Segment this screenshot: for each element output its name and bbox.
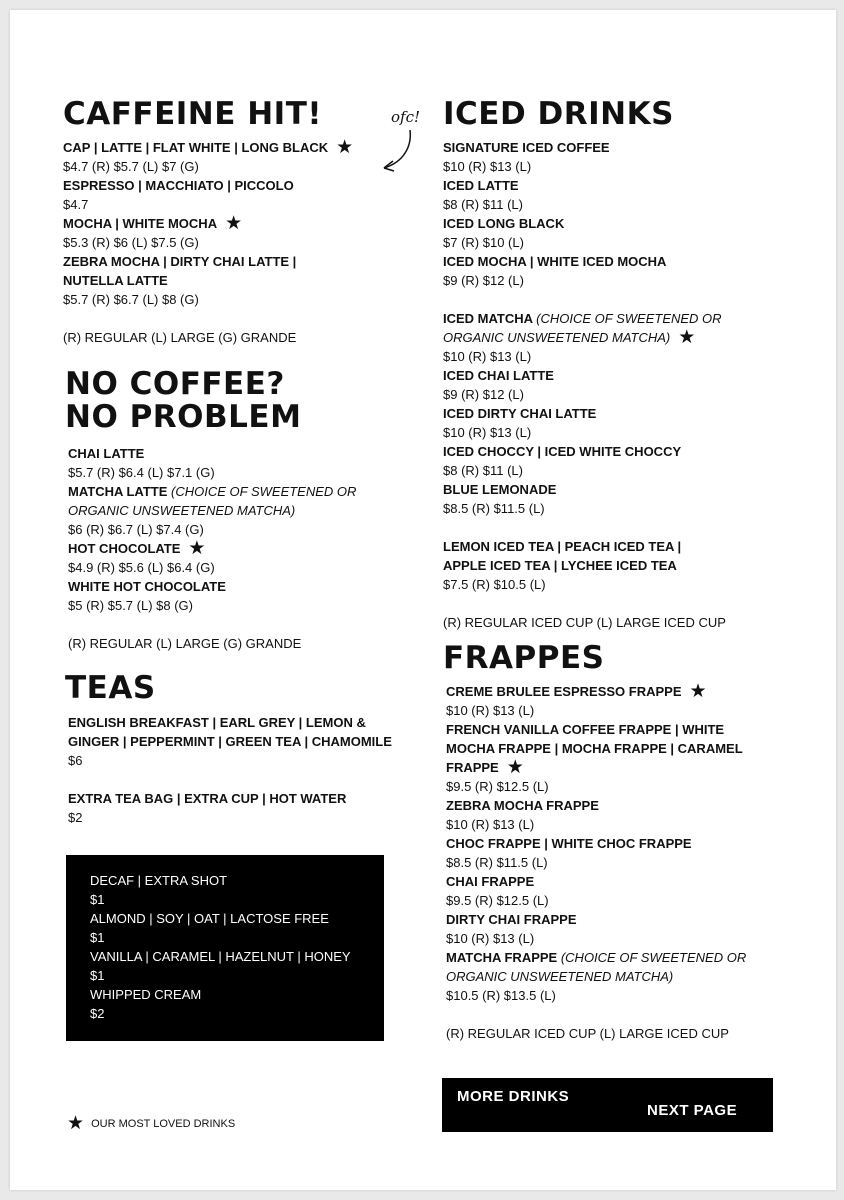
legend bbox=[67, 1112, 235, 1135]
menu-item-note: ORGANIC UNSWEETENED MATCHA) bbox=[446, 969, 674, 984]
menu-item-name: MATCHA FRAPPE bbox=[446, 950, 558, 965]
frappes-items bbox=[446, 682, 746, 1043]
menu-item-name: ICED LONG BLACK bbox=[443, 216, 565, 231]
legend-text: OUR MOST LOVED DRINKS bbox=[91, 1118, 236, 1130]
menu-item-price: $5.7 (R) $6.7 (L) $8 (G) bbox=[63, 292, 199, 307]
menu-item-price: $8.5 (R) $11.5 (L) bbox=[446, 855, 548, 870]
more-drinks-banner[interactable] bbox=[442, 1078, 773, 1132]
menu-item-price: $10 (R) $13 (L) bbox=[443, 349, 532, 364]
star-icon: ★ bbox=[336, 137, 354, 158]
menu-item-name: CHAI FRAPPE bbox=[446, 874, 535, 889]
teas-section bbox=[65, 672, 156, 705]
menu-item-note: ORGANIC UNSWEETENED MATCHA) bbox=[443, 330, 671, 345]
menu-item-name: DIRTY CHAI FRAPPE bbox=[446, 912, 577, 927]
extras-box bbox=[66, 855, 384, 1041]
menu-item-name: ICED CHOCCY | ICED WHITE CHOCCY bbox=[443, 444, 682, 459]
star-icon: ★ bbox=[678, 327, 696, 348]
menu-item-name: ICED LATTE bbox=[443, 178, 519, 193]
menu-item-price: $8 (R) $11 (L) bbox=[443, 197, 523, 212]
menu-item-name: FRENCH VANILLA COFFEE FRAPPE | WHITE bbox=[446, 722, 725, 737]
extra-price: $1 bbox=[90, 930, 105, 945]
menu-item-name: FRAPPE bbox=[446, 760, 499, 775]
more-drinks-label: MORE DRINKS bbox=[457, 1088, 570, 1105]
teas-title: TEAS bbox=[65, 670, 156, 706]
menu-item-name: CHAI LATTE bbox=[68, 446, 145, 461]
star-icon: ★ bbox=[506, 757, 524, 778]
iced-title: ICED DRINKS bbox=[443, 96, 674, 132]
menu-item-price: $7.5 (R) $10.5 (L) bbox=[443, 577, 546, 592]
teas-items bbox=[68, 713, 392, 827]
menu-item-name: CREME BRULEE ESPRESSO FRAPPE bbox=[446, 684, 682, 699]
menu-item-name: ICED DIRTY CHAI LATTE bbox=[443, 406, 597, 421]
menu-item-price: $9.5 (R) $12.5 (L) bbox=[446, 779, 549, 794]
menu-item-price: $6 bbox=[68, 753, 83, 768]
menu-item-name: ZEBRA MOCHA FRAPPE bbox=[446, 798, 599, 813]
star-icon: ★ bbox=[67, 1113, 85, 1134]
menu-item-name: GINGER | PEPPERMINT | GREEN TEA | CHAMOMILE bbox=[68, 734, 392, 749]
extra-price: $1 bbox=[90, 892, 105, 907]
extra-name: ALMOND | SOY | OAT | LACTOSE FREE bbox=[90, 911, 329, 926]
menu-item-name: HOT CHOCOLATE bbox=[68, 541, 181, 556]
menu-item-name: LEMON ICED TEA | PEACH ICED TEA | bbox=[443, 539, 682, 554]
caffeine-items bbox=[63, 138, 353, 347]
extra-name: DECAF | EXTRA SHOT bbox=[90, 873, 228, 888]
ofc-annotation: ofc! bbox=[391, 108, 421, 126]
menu-item-price: $9.5 (R) $12.5 (L) bbox=[446, 893, 549, 908]
menu-item-note: (CHOICE OF SWEETENED OR bbox=[171, 484, 357, 499]
menu-item-price: $4.7 (R) $5.7 (L) $7 (G) bbox=[63, 159, 199, 174]
frappes-section bbox=[443, 642, 604, 675]
menu-page bbox=[10, 10, 836, 1190]
menu-item-name: ENGLISH BREAKFAST | EARL GREY | LEMON & bbox=[68, 715, 366, 730]
menu-item-price: $10 (R) $13 (L) bbox=[443, 159, 532, 174]
menu-item-price: $4.9 (R) $5.6 (L) $6.4 (G) bbox=[68, 560, 215, 575]
extra-price: $1 bbox=[90, 968, 105, 983]
extra-price: $2 bbox=[90, 1006, 105, 1021]
menu-item-price: $10 (R) $13 (L) bbox=[446, 817, 535, 832]
menu-item-name: ICED CHAI LATTE bbox=[443, 368, 554, 383]
menu-item-name: APPLE ICED TEA | LYCHEE ICED TEA bbox=[443, 558, 677, 573]
caffeine-title: CAFFEINE HIT! bbox=[63, 96, 322, 132]
menu-item-name: ESPRESSO | MACCHIATO | PICCOLO bbox=[63, 178, 294, 193]
menu-item-price: $8 (R) $11 (L) bbox=[443, 463, 523, 478]
menu-item-price: $2 bbox=[68, 810, 83, 825]
menu-item-price: $9 (R) $12 (L) bbox=[443, 273, 524, 288]
size-footnote: (R) REGULAR (L) LARGE (G) GRANDE bbox=[68, 636, 302, 651]
menu-item-name: MOCHA FRAPPE | MOCHA FRAPPE | CARAMEL bbox=[446, 741, 743, 756]
menu-item-name: ICED MATCHA bbox=[443, 311, 533, 326]
next-page-label: NEXT PAGE bbox=[647, 1102, 738, 1119]
menu-item-price: $7 (R) $10 (L) bbox=[443, 235, 524, 250]
caffeine-section bbox=[63, 98, 322, 131]
menu-item-name: CAP | LATTE | FLAT WHITE | LONG BLACK bbox=[63, 140, 329, 155]
menu-item-name: BLUE LEMONADE bbox=[443, 482, 557, 497]
menu-item-price: $5.7 (R) $6.4 (L) $7.1 (G) bbox=[68, 465, 215, 480]
menu-item-name: MOCHA | WHITE MOCHA bbox=[63, 216, 218, 231]
nocoffee-items bbox=[68, 444, 356, 653]
menu-item-price: $10 (R) $13 (L) bbox=[446, 703, 535, 718]
star-icon: ★ bbox=[689, 681, 707, 702]
menu-item-price: $9 (R) $12 (L) bbox=[443, 387, 524, 402]
star-icon: ★ bbox=[188, 538, 206, 559]
nocoffee-section bbox=[65, 368, 301, 434]
menu-item-name: CHOC FRAPPE | WHITE CHOC FRAPPE bbox=[446, 836, 692, 851]
nocoffee-title-line1: NO COFFEE? bbox=[65, 366, 285, 402]
menu-item-name: ICED MOCHA | WHITE ICED MOCHA bbox=[443, 254, 667, 269]
size-footnote: (R) REGULAR ICED CUP (L) LARGE ICED CUP bbox=[446, 1026, 729, 1041]
menu-item-note: (CHOICE OF SWEETENED OR bbox=[560, 950, 747, 965]
size-footnote: (R) REGULAR (L) LARGE (G) GRANDE bbox=[63, 330, 297, 345]
iced-items bbox=[443, 138, 726, 632]
menu-item-price: $8.5 (R) $11.5 (L) bbox=[443, 501, 545, 516]
menu-item-price: $10.5 (R) $13.5 (L) bbox=[446, 988, 556, 1003]
extra-name: WHIPPED CREAM bbox=[90, 987, 202, 1002]
menu-item-price: $5.3 (R) $6 (L) $7.5 (G) bbox=[63, 235, 199, 250]
star-icon: ★ bbox=[225, 213, 243, 234]
curved-arrow-icon bbox=[380, 128, 420, 176]
menu-item-price: $4.7 bbox=[63, 197, 89, 212]
menu-item-name: MATCHA LATTE bbox=[68, 484, 168, 499]
frappes-title: FRAPPES bbox=[443, 640, 605, 676]
menu-item-name: WHITE HOT CHOCOLATE bbox=[68, 579, 226, 594]
extra-name: VANILLA | CARAMEL | HAZELNUT | HONEY bbox=[90, 949, 351, 964]
menu-item-price: $10 (R) $13 (L) bbox=[446, 931, 535, 946]
menu-item-price: $10 (R) $13 (L) bbox=[443, 425, 532, 440]
menu-item-name: ZEBRA MOCHA | DIRTY CHAI LATTE | bbox=[63, 254, 297, 269]
size-footnote: (R) REGULAR ICED CUP (L) LARGE ICED CUP bbox=[443, 615, 726, 630]
menu-item-price: $6 (R) $6.7 (L) $7.4 (G) bbox=[68, 522, 204, 537]
menu-item-name: EXTRA TEA BAG | EXTRA CUP | HOT WATER bbox=[68, 791, 347, 806]
menu-item-note: ORGANIC UNSWEETENED MATCHA) bbox=[68, 503, 296, 518]
menu-item-note: (CHOICE OF SWEETENED OR bbox=[536, 311, 722, 326]
nocoffee-title-line2: NO PROBLEM bbox=[65, 399, 302, 435]
menu-item-name: NUTELLA LATTE bbox=[63, 273, 168, 288]
iced-section bbox=[443, 98, 674, 131]
menu-item-name: SIGNATURE ICED COFFEE bbox=[443, 140, 610, 155]
menu-item-price: $5 (R) $5.7 (L) $8 (G) bbox=[68, 598, 193, 613]
